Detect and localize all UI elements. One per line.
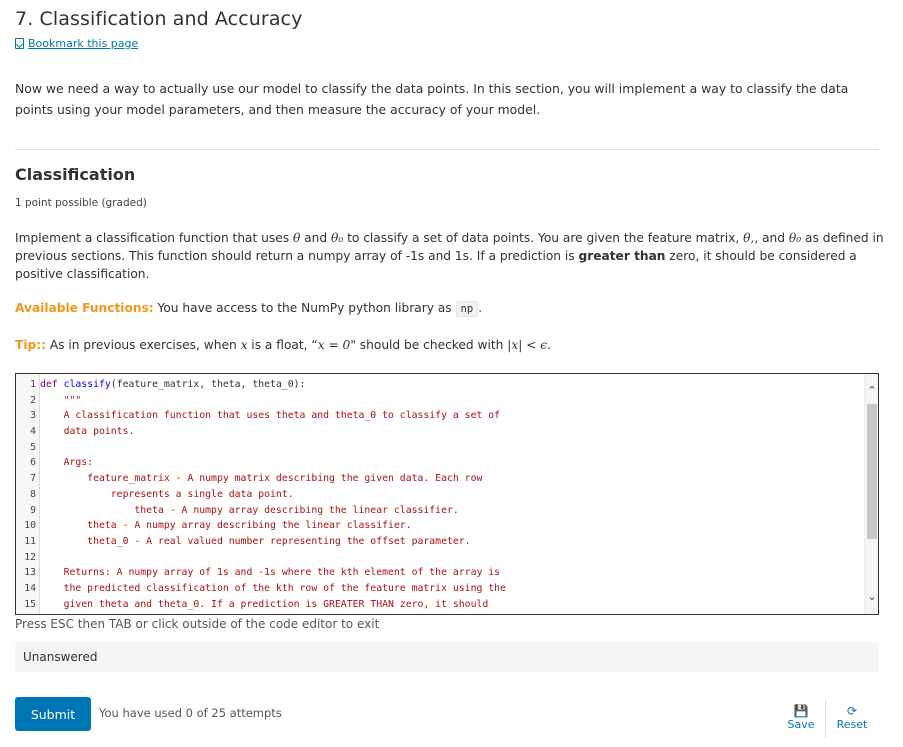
tip-part: is a float, “: [247, 338, 318, 352]
math-x: x: [240, 338, 248, 352]
reset-label: Reset: [836, 718, 868, 731]
line-number: 1: [30, 379, 36, 390]
save-button[interactable]: [786, 704, 816, 731]
line-number: 4: [30, 426, 36, 438]
chevron-down-icon[interactable]: ⌄: [867, 590, 877, 603]
tip-part: " should be checked with: [350, 338, 508, 352]
math-theta0: θ₀: [788, 231, 802, 245]
bookmark-link[interactable]: [15, 37, 138, 50]
math-theta: θ,: [743, 231, 755, 245]
submit-button[interactable]: Submit: [15, 697, 91, 731]
code-line[interactable]: [16, 377, 506, 393]
action-divider: [825, 700, 826, 738]
code-editor[interactable]: [15, 373, 879, 615]
problem-description: [15, 229, 885, 283]
line-content[interactable]: theta_0 - A real valued number representing the offset parameter.: [40, 535, 471, 547]
desc-part: zero, it should be considered a positive classification.: [15, 249, 857, 281]
line-number: 7: [30, 473, 36, 485]
chevron-up-icon[interactable]: ⌃: [867, 384, 877, 397]
line-content[interactable]: [38, 550, 40, 566]
code-line[interactable]: [16, 471, 506, 487]
code-line[interactable]: [16, 550, 506, 566]
line-number: 12: [24, 551, 36, 563]
signature: (feature_matrix, theta, theta_0):: [110, 379, 306, 390]
desc-bold: greater than: [578, 249, 666, 263]
avail-end: .: [478, 301, 483, 315]
line-number: 9: [30, 504, 36, 516]
editor-hint: Press ESC then TAB or click outside of the code editor to exit: [15, 617, 380, 631]
line-content[interactable]: [38, 440, 40, 456]
save-label: Save: [787, 718, 815, 731]
desc-part: Implement a classification function that uses: [15, 231, 293, 245]
save-icon: 💾: [793, 704, 809, 718]
tip-end: .: [547, 338, 551, 352]
line-number: 3: [30, 410, 36, 422]
line-content[interactable]: [38, 377, 305, 393]
function-name: classify: [63, 379, 111, 390]
line-number: 2: [30, 394, 36, 406]
tip-part: As in previous exercises, when: [45, 338, 241, 352]
desc-part: , and: [754, 231, 789, 245]
line-content[interactable]: given theta and theta_0. If a prediction is GREATER THAN zero, it should: [40, 598, 489, 610]
line-number: 15: [24, 598, 36, 610]
tip-label: Tip::: [15, 338, 46, 352]
line-content[interactable]: represents a single data point.: [40, 488, 294, 500]
math-eq: x = 0: [317, 338, 351, 352]
code-lines[interactable]: [16, 377, 506, 612]
desc-part: to classify a set of data points. You are given the feature matrix,: [343, 231, 744, 245]
line-content[interactable]: data points.: [40, 426, 135, 438]
refresh-icon: ⟳: [846, 704, 858, 718]
line-number: 5: [30, 441, 36, 453]
code-line[interactable]: [16, 565, 506, 581]
avail-text: You have access to the NumPy python library as: [153, 301, 456, 315]
line-number: 14: [24, 582, 36, 594]
status-badge: Unanswered: [15, 642, 879, 672]
available-functions: [15, 301, 482, 315]
intro-text: Now we need a way to actually use our model to classify the data points. In this section, you will implement a way to classify the data points using your model parameters, and then measure the accuracy of your model.: [15, 81, 849, 117]
tip-text: [15, 338, 551, 352]
problem-title: Classification: [15, 165, 136, 184]
page-title: 7. Classification and Accuracy: [15, 8, 303, 30]
avail-code: np: [456, 301, 479, 317]
points-label: 1 point possible (graded): [15, 197, 147, 209]
code-line[interactable]: [16, 581, 506, 597]
keyword-def: def: [40, 379, 58, 390]
code-line[interactable]: [16, 455, 506, 471]
bookmark-label: Bookmark this page: [28, 37, 139, 50]
code-line[interactable]: [16, 597, 506, 613]
line-content[interactable]: Args:: [40, 457, 94, 469]
scroll-thumb[interactable]: [867, 404, 877, 539]
line-number: 11: [24, 535, 36, 547]
reset-button[interactable]: [834, 704, 870, 731]
line-content[interactable]: Returns: A numpy array of 1s and -1s where the kth element of the array is: [40, 567, 501, 579]
line-number: 10: [24, 520, 36, 532]
avail-label: Available Functions:: [15, 301, 154, 315]
code-line[interactable]: [16, 408, 506, 424]
math-theta: θ: [292, 231, 301, 245]
desc-part: as defined in previous sections. This function should return a numpy array of -1s and 1s. If a prediction is: [15, 231, 884, 263]
line-content[interactable]: the predicted classification of the kth row of the feature matrix using the: [40, 582, 506, 594]
line-content[interactable]: theta - A numpy array describing the linear classifier.: [40, 520, 412, 532]
editor-scrollbar[interactable]: [864, 374, 878, 614]
line-content[interactable]: A classification function that uses theta and theta_0 to classify a set of: [40, 410, 501, 422]
line-number: 13: [24, 567, 36, 579]
code-line[interactable]: [16, 518, 506, 534]
code-line[interactable]: [16, 503, 506, 519]
code-line[interactable]: [16, 487, 506, 503]
line-content[interactable]: """: [40, 394, 82, 406]
code-line[interactable]: [16, 424, 506, 440]
line-number: 8: [30, 488, 36, 500]
code-line[interactable]: [16, 440, 506, 456]
divider: [15, 149, 879, 150]
bookmark-icon: [15, 38, 24, 49]
code-line[interactable]: [16, 393, 506, 409]
attempts-text: You have used 0 of 25 attempts: [99, 706, 282, 720]
math-theta0: θ₀: [331, 231, 344, 245]
desc-part: and: [300, 231, 331, 245]
code-line[interactable]: [16, 534, 506, 550]
line-number: 6: [30, 457, 36, 469]
math-ineq: |x| < ϵ: [507, 338, 548, 352]
line-content[interactable]: feature_matrix - A numpy matrix describing the given data. Each row: [40, 473, 483, 485]
line-content[interactable]: theta - A numpy array describing the linear classifier.: [40, 504, 459, 516]
